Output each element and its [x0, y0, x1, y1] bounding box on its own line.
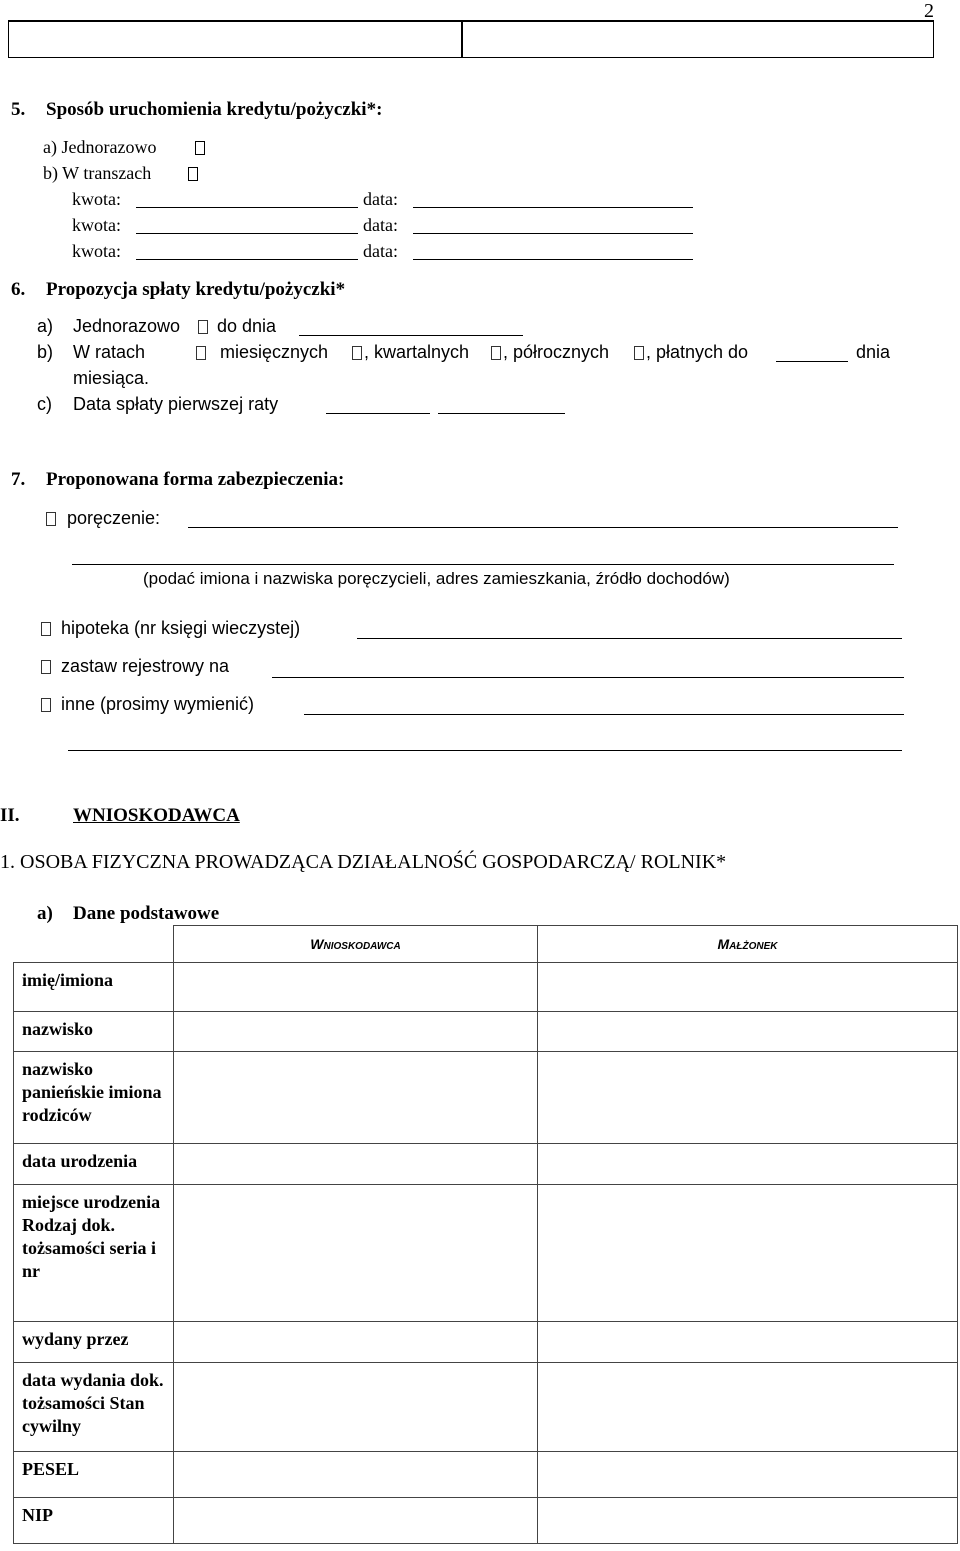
tranche-2-date-field[interactable]	[413, 233, 693, 234]
section7-mortgage: hipoteka (nr księgi wieczystej)	[61, 618, 301, 638]
page-number: 2	[924, 0, 934, 22]
applicant-birth-place-cell[interactable]	[174, 1185, 538, 1322]
spouse-issued-by-cell[interactable]	[538, 1322, 958, 1363]
col-header-applicant: Wnioskodawca	[174, 926, 538, 963]
section7-guarantee: poręczenie:	[67, 508, 161, 528]
checkbox-zastaw[interactable]	[41, 660, 51, 674]
applicant-issue-date-cell[interactable]	[174, 1363, 538, 1452]
spouse-first-name-cell[interactable]	[538, 963, 958, 1012]
checkbox-miesieczne[interactable]	[352, 346, 362, 360]
section6-b-marker: b)	[37, 342, 54, 362]
spouse-maiden-name-cell[interactable]	[538, 1052, 958, 1144]
col-header-spouse: Małżonek	[538, 926, 958, 963]
section6-a-text: Jednorazowo	[73, 316, 181, 336]
section6-c-text: Data spłaty pierwszej raty	[73, 394, 279, 414]
part-ii-title: WNIOSKODAWCA	[73, 805, 240, 826]
pledge-field[interactable]	[272, 677, 904, 678]
row-label-surname: nazwisko	[14, 1012, 174, 1052]
tranche-1-date-label: data:	[363, 189, 398, 209]
part-ii-number: II.	[0, 805, 20, 826]
tranche-3-date-field[interactable]	[413, 259, 693, 260]
other-field-line2[interactable]	[68, 750, 902, 751]
row-label-issue-date-marital: data wydania dok. tożsamości Stan cywilny	[14, 1363, 174, 1452]
section6-b-text: W ratach	[73, 342, 146, 362]
guarantee-field-line2[interactable]	[72, 564, 894, 565]
header-box-divider	[461, 20, 463, 58]
section7-other: inne (prosimy wymienić)	[61, 694, 255, 714]
spouse-nip-cell[interactable]	[538, 1498, 958, 1544]
section7-pledge: zastaw rejestrowy na	[61, 656, 230, 676]
section6-b-quarterly: , kwartalnych	[364, 342, 470, 362]
section7-number: 7.	[11, 469, 26, 490]
row-label-pesel: PESEL	[14, 1452, 174, 1498]
spouse-birth-place-cell[interactable]	[538, 1185, 958, 1322]
checkbox-w-transzach[interactable]	[188, 167, 198, 181]
section6-a-marker: a)	[37, 316, 54, 336]
spouse-pesel-cell[interactable]	[538, 1452, 958, 1498]
tranche-2-amount-label: kwota:	[72, 215, 121, 235]
checkbox-jednorazowo-splata[interactable]	[198, 320, 208, 334]
table-caption-marker: a)	[37, 903, 53, 924]
table-corner-cell	[14, 926, 174, 963]
installment-day-field[interactable]	[776, 361, 848, 362]
checkbox-polroczne[interactable]	[634, 346, 644, 360]
row-label-issued-by: wydany przez	[14, 1322, 174, 1363]
row-label-birth-place-id: miejsce urodzenia Rodzaj dok. tożsamości seria i nr	[14, 1185, 174, 1322]
guarantee-field-line1[interactable]	[188, 527, 898, 528]
applicant-birth-date-cell[interactable]	[174, 1144, 538, 1185]
other-field-line1[interactable]	[304, 714, 904, 715]
section6-b-monthly: miesięcznych	[220, 342, 329, 362]
tranche-2-amount-field[interactable]	[136, 233, 358, 234]
first-installment-date-field-b[interactable]	[438, 413, 565, 414]
checkbox-poreczenie[interactable]	[46, 512, 56, 526]
tranche-3-amount-label: kwota:	[72, 241, 121, 261]
basic-data-table	[13, 925, 958, 1544]
mortgage-field[interactable]	[357, 638, 902, 639]
section6-b-month: miesiąca.	[73, 368, 150, 388]
subsection1-title: 1. OSOBA FIZYCZNA PROWADZĄCA DZIAŁALNOŚĆ GOSPODARCZĄ/ ROLNIK*	[0, 851, 727, 873]
section6-b-half: , półrocznych	[503, 342, 610, 362]
section6-b-paid: , płatnych do	[646, 342, 749, 362]
applicant-maiden-name-cell[interactable]	[174, 1052, 538, 1144]
checkbox-hipoteka[interactable]	[41, 622, 51, 636]
checkbox-kwartalne[interactable]	[491, 346, 501, 360]
section5-number: 5.	[11, 99, 26, 120]
table-caption: Dane podstawowe	[73, 903, 220, 924]
checkbox-inne[interactable]	[41, 698, 51, 712]
tranche-3-amount-field[interactable]	[136, 259, 358, 260]
applicant-pesel-cell[interactable]	[174, 1452, 538, 1498]
first-installment-date-field-a[interactable]	[326, 413, 430, 414]
section6-c-marker: c)	[37, 394, 52, 414]
tranche-1-amount-label: kwota:	[72, 189, 121, 209]
spouse-issue-date-cell[interactable]	[538, 1363, 958, 1452]
spouse-birth-date-cell[interactable]	[538, 1144, 958, 1185]
section6-b-day: dnia	[856, 342, 891, 362]
row-label-maiden-name-parents: nazwisko panieńskie imiona rodziców	[14, 1052, 174, 1144]
section7-title: Proponowana forma zabezpieczenia:	[46, 469, 345, 490]
section6-a-until: do dnia	[217, 316, 277, 336]
section6-number: 6.	[11, 279, 26, 300]
applicant-surname-cell[interactable]	[174, 1012, 538, 1052]
applicant-first-name-cell[interactable]	[174, 963, 538, 1012]
section5-option-b: b) W transzach	[43, 163, 152, 183]
tranche-1-amount-field[interactable]	[136, 207, 358, 208]
tranche-3-date-label: data:	[363, 241, 398, 261]
tranche-2-date-label: data:	[363, 215, 398, 235]
repayment-until-date-field[interactable]	[299, 335, 523, 336]
row-label-birth-date: data urodzenia	[14, 1144, 174, 1185]
applicant-nip-cell[interactable]	[174, 1498, 538, 1544]
section6-title: Propozycja spłaty kredytu/pożyczki*	[46, 279, 346, 300]
spouse-surname-cell[interactable]	[538, 1012, 958, 1052]
row-label-nip: NIP	[14, 1498, 174, 1544]
section7-guarantee-hint: (podać imiona i nazwiska poręczycieli, adres zamieszkania, źródło dochodów)	[143, 569, 730, 588]
section5-option-a: a) Jednorazowo	[43, 137, 157, 157]
applicant-issued-by-cell[interactable]	[174, 1322, 538, 1363]
checkbox-raty[interactable]	[196, 346, 206, 360]
section5-title: Sposób uruchomienia kredytu/pożyczki*:	[46, 99, 383, 120]
row-label-first-name: imię/imiona	[14, 963, 174, 1012]
checkbox-jednorazowo[interactable]	[195, 141, 205, 155]
header-box	[8, 20, 934, 58]
tranche-1-date-field[interactable]	[413, 207, 693, 208]
